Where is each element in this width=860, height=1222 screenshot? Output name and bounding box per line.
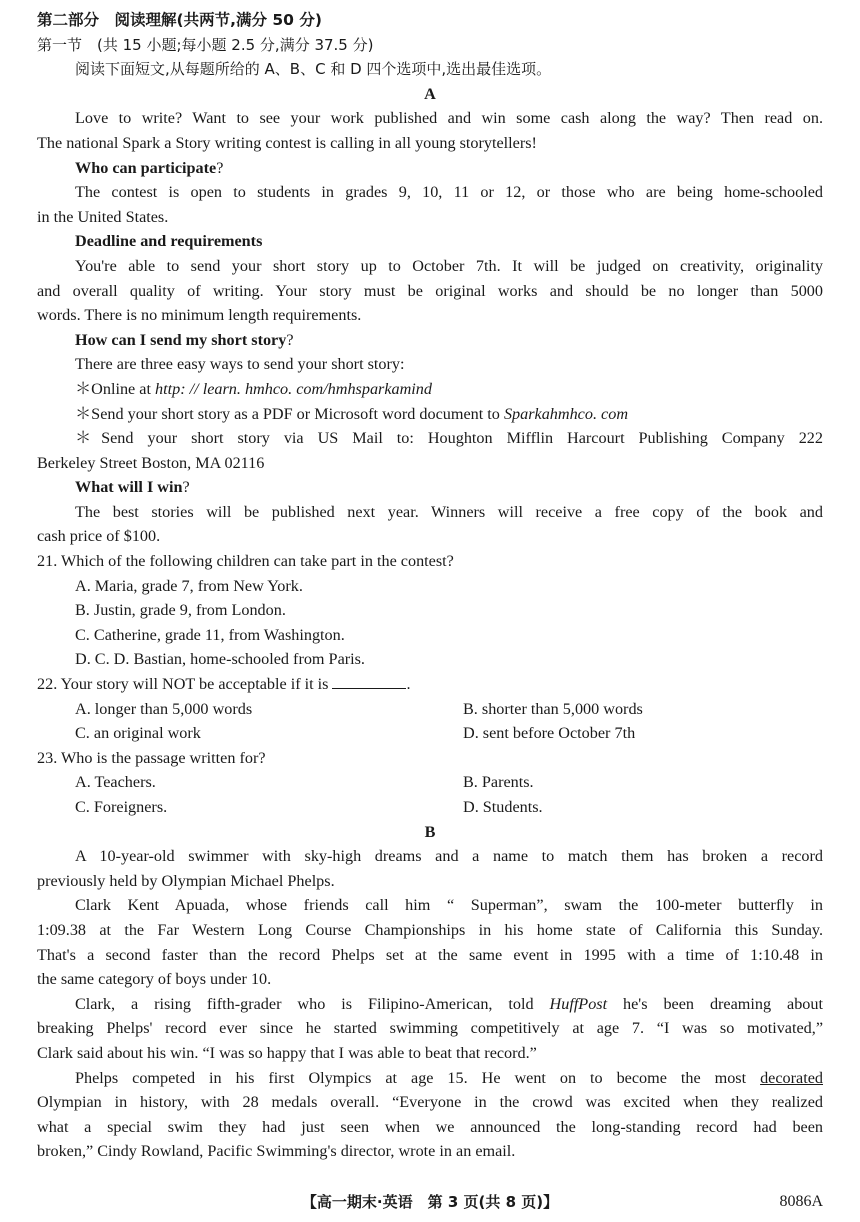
passage-b-p1: A 10-year-old swimmer with sky-high dreams and a name to match them has broken a record	[75, 847, 823, 866]
q22-option-b: B. shorter than 5,000 words	[463, 699, 643, 718]
heading-how-to-send: How can I send my short story?	[75, 330, 294, 349]
contest-email: Sparkahmhco. com	[503, 404, 629, 423]
q21-option-a: A. Maria, grade 7, from New York.	[75, 576, 303, 595]
question-22: 22. Your story will NOT be acceptable if it is .	[37, 675, 411, 694]
heading-who-can-participate: Who can participate?	[75, 158, 224, 177]
q23-option-c: C. Foreigners.	[75, 798, 168, 816]
instruction: 阅读下面短文,从每题所给的 A、B、C 和 D 四个选项中,选出最佳选项。	[75, 60, 552, 79]
paragraph-eligibility-cont: in the United States.	[37, 207, 169, 226]
heading-deadline: Deadline and requirements	[75, 232, 263, 251]
q23-option-b: B. Parents.	[463, 773, 534, 792]
paragraph-how-to-send: There are three easy ways to send your short story:	[75, 355, 405, 374]
passage-b-p1-cont: previously held by Olympian Michael Phelps.	[37, 871, 335, 890]
footer-label: 【高一期末·英语 第 3 页(共 8 页)】	[301, 1193, 559, 1211]
q23-options-row-1	[37, 770, 823, 795]
paragraph-deadline-end: words. There is no minimum length requirements.	[37, 306, 362, 325]
contest-url: http: // learn. hmhco. com/hmhsparkamind	[155, 379, 432, 398]
passage-b-letter: B	[424, 822, 436, 841]
passage-b-p3-line3: Clark said about his win. “I was so happy that I was able to beat that record.”	[37, 1043, 537, 1062]
q22-options-row-2	[37, 721, 823, 746]
q21-option-b: B. Justin, grade 9, from London.	[75, 601, 286, 620]
passage-b-p4-line4: broken,” Cindy Rowland, Pacific Swimming's director, wrote in an email.	[37, 1142, 516, 1161]
page-footer	[0, 1190, 860, 1216]
paragraph-prize-cont: cash price of $100.	[37, 527, 161, 546]
passage-a-intro: Love to write? Want to see your work published and win some cash along the way? Then read on.	[75, 109, 823, 128]
passage-a-letter: A	[424, 84, 436, 103]
q21-option-c: C. Catherine, grade 11, from Washington.	[75, 625, 345, 644]
passage-a-intro-cont: The national Spark a Story writing contest is calling in all young storytellers!	[37, 133, 537, 152]
underlined-word: decorated	[760, 1068, 823, 1087]
q23-option-a: A. Teachers.	[75, 773, 156, 792]
bullet-email: ＊Send your short story as a PDF or Microsoft word document to Sparkahmhco. com	[75, 404, 629, 423]
part-title: 第二部分 阅读理解(共两节,满分 50 分)	[37, 11, 322, 29]
passage-b-p2-line3: That's a second faster than the record Phelps set at the same event in 1995 with a time of 1:10.48 in	[37, 945, 823, 964]
passage-b-p2-line4: the same category of boys under 10.	[37, 970, 272, 989]
q22-option-c: C. an original work	[75, 724, 201, 743]
answer-blank	[332, 674, 406, 689]
paragraph-deadline: You're able to send your short story up to October 7th. It will be judged on creativity, originality	[75, 256, 823, 275]
passage-b-p2: Clark Kent Apuada, whose friends call him “ Superman”, swam the 100-meter butterfly in	[75, 896, 823, 915]
q21-option-d: D. C. D. Bastian, home-schooled from Paris.	[75, 650, 365, 669]
q22-options-row-1	[37, 697, 823, 722]
footer-code: 8086A	[779, 1193, 823, 1210]
passage-b-p4-line3: what a special swim they had just seen when we announced the long-standing record had been	[37, 1117, 823, 1136]
question-21: 21. Which of the following children can take part in the contest?	[37, 552, 454, 571]
passage-b-p4-line2: Olympian in history, with 28 medals overall. “Everyone in the crowd was excited when they realized	[37, 1093, 823, 1112]
passage-b-p3-line2: breaking Phelps' record ever since he started swimming competitively at age 7. “I was so motivated,”	[37, 1019, 823, 1038]
passage-b-p4: Phelps competed in his first Olympics at age 15. He went on to become the most decorated	[75, 1068, 823, 1087]
paragraph-eligibility: The contest is open to students in grades 9, 10, 11 or 12, or those who are being home-schooled	[75, 183, 823, 202]
q22-option-d: D. sent before October 7th	[463, 724, 636, 743]
heading-what-will-i-win: What will I win?	[75, 478, 190, 497]
exam-page	[37, 8, 823, 1164]
q22-option-a: A. longer than 5,000 words	[75, 699, 253, 718]
bullet-mail-cont: Berkeley Street Boston, MA 02116	[37, 453, 265, 472]
section-title: 第一节 (共 15 小题;每小题 2.5 分,满分 37.5 分)	[37, 35, 374, 54]
bullet-online: ＊Online at http: // learn. hmhco. com/hmhsparkamind	[75, 379, 432, 398]
question-23: 23. Who is the passage written for?	[37, 748, 266, 767]
passage-b-p2-line2: 1:09.38 at the Far Western Long Course Championships in his home state of California this Sunday.	[37, 920, 823, 939]
bullet-mail: ＊Send your short story via US Mail to: Houghton Mifflin Harcourt Publishing Company 222	[75, 429, 823, 448]
q23-options-row-2	[37, 795, 823, 820]
passage-b-p3: Clark, a rising fifth-grader who is Filipino-American, told HuffPost he's been dreaming about	[75, 994, 823, 1013]
paragraph-deadline-cont: and overall quality of writing. Your story must be original works and should be no longer than 5000	[37, 281, 823, 300]
paragraph-prize: The best stories will be published next year. Winners will receive a free copy of the book and	[75, 502, 823, 521]
q23-option-d: D. Students.	[463, 798, 543, 816]
